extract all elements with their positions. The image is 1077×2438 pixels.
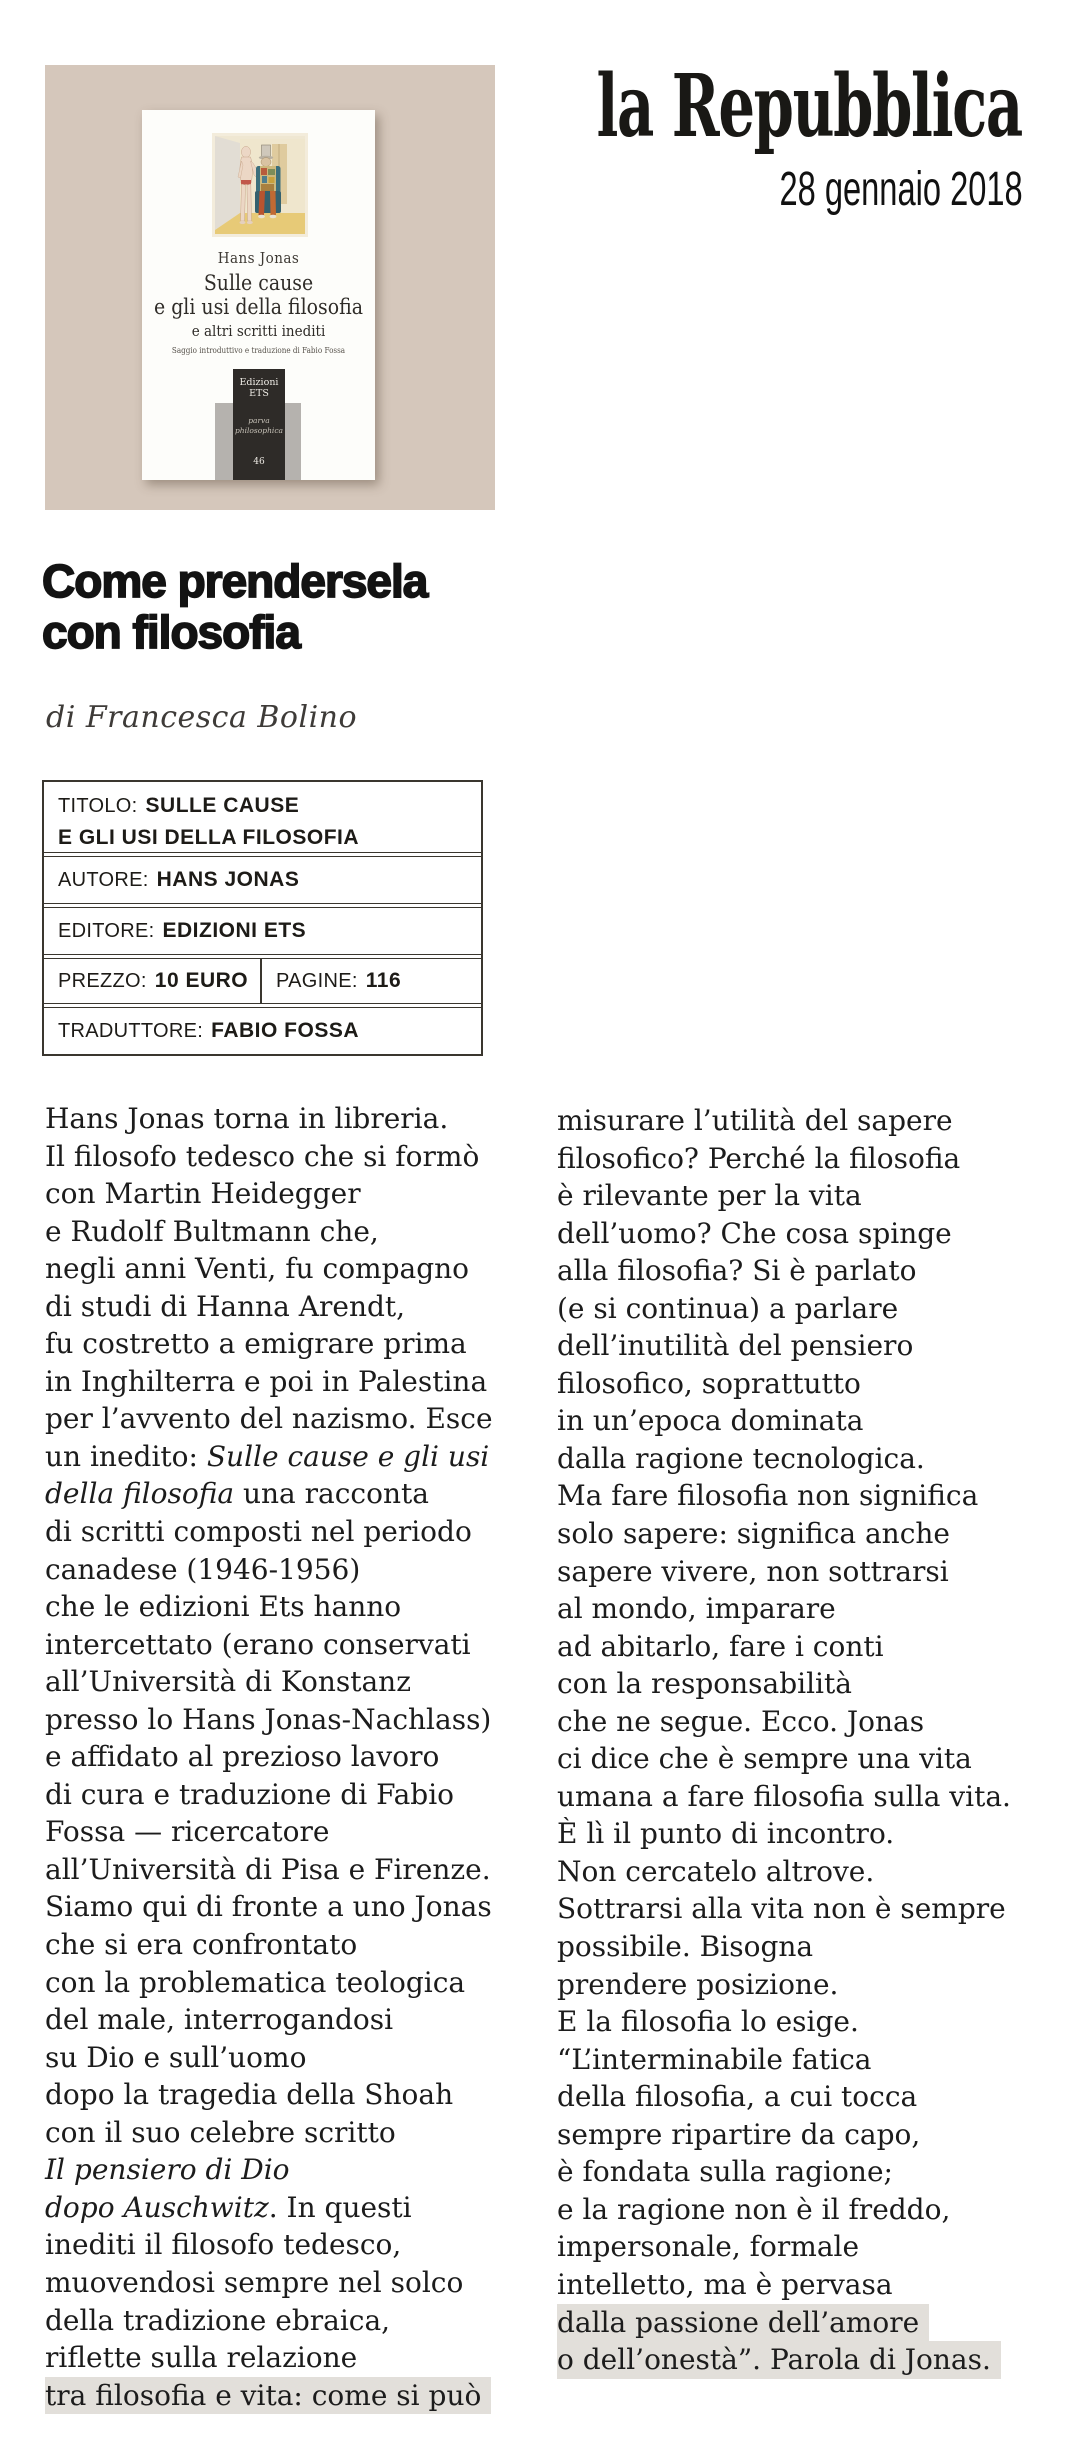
article-line: su Dio e sull’uomo (45, 2040, 307, 2074)
article-line: all’Università di Konstanz (45, 1665, 411, 1699)
cover-credit: Saggio introduttivo e traduzione di Fabio Fossa (171, 346, 346, 355)
article-line: impersonale, formale (557, 2230, 860, 2264)
article-line: muovendosi sempre nel solco (45, 2265, 464, 2299)
article-line: Sottrarsi alla vita non è sempre (557, 1892, 1006, 1926)
article-line: in Inghilterra e poi in Palestina (45, 1364, 488, 1398)
article-line: Hans Jonas torna in libreria. (45, 1102, 449, 1135)
article-line: e la ragione non è il freddo, (557, 2192, 951, 2226)
article-line: della tradizione ebraica, (45, 2303, 391, 2337)
article-line: ci dice che è sempre una vita (557, 1742, 972, 1776)
article-line: ad abitarlo, fare i conti (557, 1629, 884, 1663)
article-line: umana a fare filosofia sulla vita. (557, 1779, 1011, 1813)
article-line: dopo Auschwitz. In questi (45, 2190, 412, 2224)
prezzo-value: 10 EURO (154, 969, 249, 992)
article-line: di scritti composti nel periodo (45, 1515, 472, 1549)
article-line: E la filosofia lo esige. (557, 2005, 859, 2039)
article-line: dell’inutilità del pensiero (557, 1329, 914, 1363)
cover-title-line2: e gli usi della filosofia (154, 295, 363, 319)
cover-series (233, 416, 285, 436)
article-column-left (45, 1100, 540, 2414)
article-line: è fondata sulla ragione; (557, 2155, 893, 2189)
article-line: è rilevante per la vita (557, 1179, 862, 1213)
article-line: tra filosofia e vita: come si può (45, 2377, 491, 2415)
article-line: Fossa — ricercatore (45, 1815, 330, 1849)
article-line: Il filosofo tedesco che si formò (45, 1139, 480, 1173)
article-line: con Martin Heidegger (45, 1177, 361, 1211)
article-line: di cura e traduzione di Fabio (45, 1777, 455, 1811)
article-line: dell’uomo? Che cosa spinge (557, 1216, 952, 1250)
autore-label: AUTORE: (58, 868, 149, 891)
editore-value: EDIZIONI ETS (162, 919, 307, 942)
article-column-right (557, 1102, 1062, 2379)
autore-value: HANS JONAS (156, 868, 300, 891)
article-line: dalla passione dell’amore (557, 2304, 929, 2342)
article-line: possibile. Bisogna (557, 1930, 814, 1964)
pagine-value: 116 (365, 969, 402, 992)
article-line: intercettato (erano conservati (45, 1627, 471, 1661)
article-line: È lì il punto di incontro. (557, 1817, 895, 1851)
article-line: e affidato al prezioso lavoro (45, 1740, 440, 1774)
article-line: di studi di Hanna Arendt, (45, 1289, 406, 1323)
article-line: dalla ragione tecnologica. (557, 1441, 925, 1475)
article-line: Ma fare filosofia non significa (557, 1479, 979, 1513)
article-line: della filosofia, a cui tocca (557, 2080, 918, 2114)
article-line: Non cercatelo altrove. (557, 1854, 875, 1888)
info-row-autore (44, 857, 481, 903)
article-line: negli anni Venti, fu compagno (45, 1252, 470, 1286)
cover-series-number: 46 (253, 457, 265, 467)
traduttore-value: FABIO FOSSA (211, 1019, 360, 1042)
article-line: e Rudolf Bultmann che, (45, 1214, 379, 1248)
article-line: della filosofia una racconta (45, 1477, 429, 1511)
info-titolo-line1 (58, 791, 481, 823)
info-row-editore (44, 908, 481, 954)
article-line: inediti il filosofo tedesco, (45, 2228, 402, 2262)
article-line: sempre ripartire da capo, (557, 2117, 921, 2151)
titolo-label: TITOLO: (58, 795, 138, 817)
headline-line2: con filosofia (42, 606, 300, 658)
editore-label: EDITORE: (58, 919, 155, 942)
article-headline (42, 556, 427, 658)
article-line: filosofico, soprattutto (557, 1366, 861, 1400)
article-line: prendere posizione. (557, 1967, 839, 2001)
article-line: con la responsabilità (557, 1667, 852, 1701)
article-line: filosofico? Perché la filosofia (557, 1141, 961, 1175)
info-cell-pagine (262, 959, 481, 1003)
article-line: che ne segue. Ecco. Jonas (557, 1704, 925, 1738)
book-info-box (42, 780, 483, 1056)
byline: di Francesca Bolino (46, 700, 358, 735)
article-line: Il pensiero di Dio (45, 2153, 290, 2187)
article-line: al mondo, imparare (557, 1592, 836, 1626)
headline-line1: Come prendersela (42, 555, 428, 607)
book-cover (142, 110, 375, 480)
article-line: per l’avvento del nazismo. Esce (45, 1402, 493, 1436)
pagine-label: PAGINE: (276, 969, 358, 992)
article-line: (e si continua) a parlare (557, 1291, 899, 1325)
article-line: solo sapere: significa anche (557, 1517, 950, 1551)
cover-subtitle: e altri scritti inediti (191, 322, 326, 340)
prezzo-label: PREZZO: (58, 969, 147, 992)
article-line: con il suo celebre scritto (45, 2115, 396, 2149)
article-line: sapere vivere, non sottrarsi (557, 1554, 949, 1588)
book-cover-art (212, 133, 308, 237)
article-line: o dell’onestà”. Parola di Jonas. (557, 2341, 1001, 2379)
titolo-value-line1: SULLE CAUSE (145, 794, 300, 817)
article-line: canadese (1946-1956) (45, 1552, 361, 1586)
article-line: Siamo qui di fronte a uno Jonas (45, 1890, 492, 1924)
article-line: dopo la tragedia della Shoah (45, 2078, 454, 2112)
article-line: presso lo Hans Jonas-Nachlass) (45, 1702, 492, 1736)
cover-publisher: Edizioni ETS (239, 377, 279, 399)
article-line: del male, interrogandosi (45, 2003, 394, 2037)
edition-date: 28 gennaio 2018 (779, 163, 1023, 216)
article-line: misurare l’utilità del sapere (557, 1104, 953, 1137)
article-line: in un’epoca dominata (557, 1404, 864, 1438)
cover-author: Hans Jonas (217, 249, 300, 267)
info-row-traduttore (44, 1008, 481, 1054)
article-line: alla filosofia? Si è parlato (557, 1254, 917, 1288)
traduttore-label: TRADUTTORE: (58, 1019, 204, 1042)
info-titolo-line2 (58, 823, 481, 855)
article-line: “L’interminabile fatica (557, 2042, 872, 2076)
newspaper-masthead: la Repubblica (596, 56, 1022, 157)
titolo-value-line2: E GLI USI DELLA FILOSOFIA (58, 826, 360, 849)
article-line: intelletto, ma è pervasa (557, 2267, 893, 2301)
article-line: fu costretto a emigrare prima (45, 1327, 467, 1361)
book-photo-background (45, 65, 495, 510)
article-line: un inedito: Sulle cause e gli usi (45, 1439, 490, 1473)
article-line: all’Università di Pisa e Firenze. (45, 1852, 491, 1886)
cover-series-line2: philosophica (234, 426, 283, 435)
article-line: riflette sulla relazione (45, 2341, 358, 2375)
cover-publisher-box (233, 369, 285, 480)
info-row-titolo (44, 782, 481, 852)
cover-series-line1: parva (248, 416, 270, 425)
article-line: con la problematica teologica (45, 1965, 466, 1999)
info-row-prezzo-pagine (44, 959, 481, 1003)
article-line: che le edizioni Ets hanno (45, 1590, 402, 1624)
cover-title-line1: Sulle cause (203, 271, 314, 295)
info-cell-prezzo (44, 959, 262, 1003)
article-line: che si era confrontato (45, 1928, 358, 1962)
